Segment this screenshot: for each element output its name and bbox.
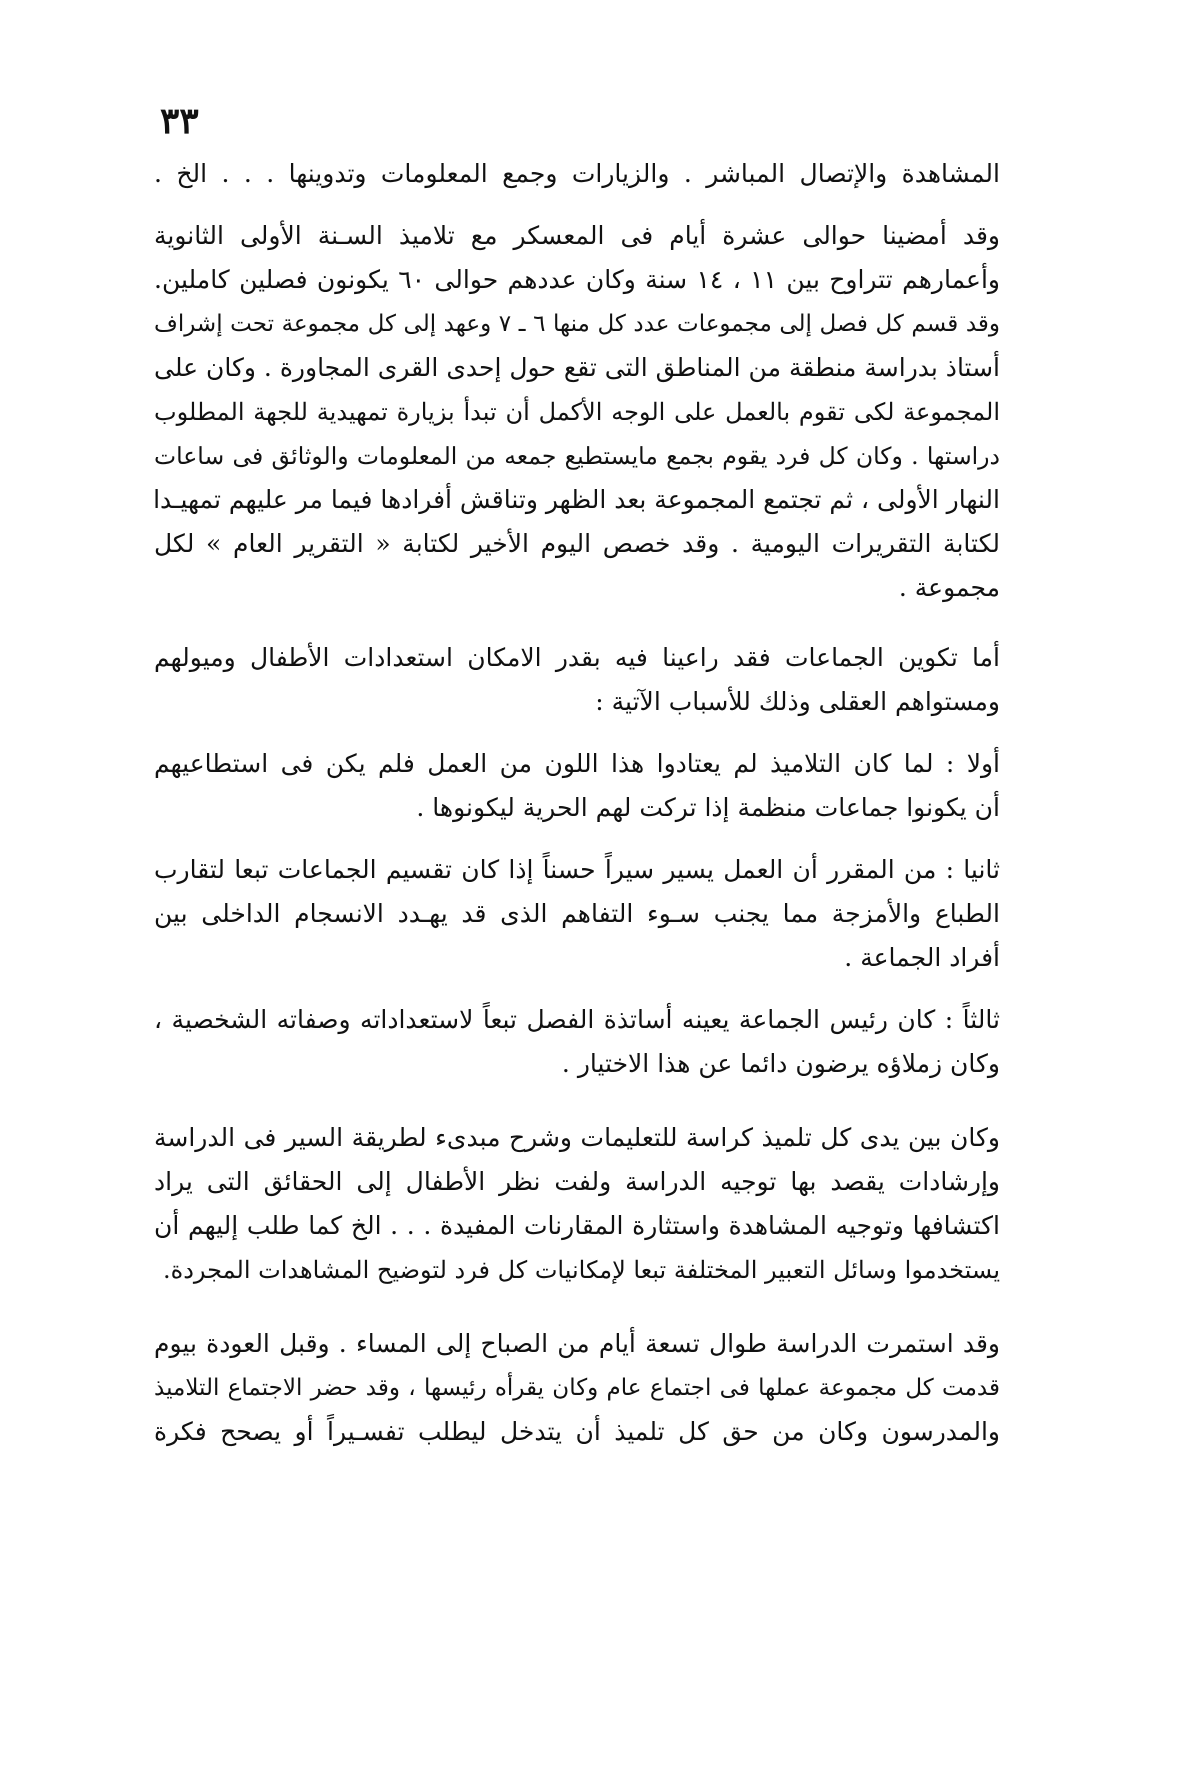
text-line: وكان بين يدى كل تلميذ كراسة للتعليمات وشرح مبدىء لطريقة السير فى الدراسة bbox=[154, 1123, 1000, 1152]
text-line: يستخدموا وسائل التعبير المختلفة تبعا لإمكانيات كل فرد لتوضيح المشاهدات المجردة. bbox=[163, 1256, 1000, 1284]
text-line: دراستها . وكان كل فرد يقوم بجمع مايستطيع جمعه من المعلومات والوثائق فى ساعات bbox=[154, 442, 1000, 470]
text-line: وإرشادات يقصد بها توجيه الدراسة ولفت نظر الأطفال إلى الحقائق التى يراد bbox=[154, 1167, 1000, 1196]
text-line: وكان زملاؤه يرضون دائما عن هذا الاختيار . bbox=[561, 1049, 1000, 1078]
paragraph-gap bbox=[154, 196, 1000, 214]
text-line: قدمت كل مجموعة عملها فى اجتماع عام وكان يقرأه رئيسها ، وقد حضر الاجتماع التلاميذ bbox=[154, 1375, 1000, 1401]
paragraph-reason-first bbox=[154, 742, 1000, 830]
paragraph-instructions bbox=[154, 1116, 1000, 1292]
text-line: مجموعة . bbox=[898, 573, 1000, 602]
text-line: المشاهدة والإتصال المباشر . والزيارات وجمع المعلومات وتدوينها . . . الخ . bbox=[154, 159, 1000, 188]
page-body bbox=[154, 152, 1000, 1454]
text-line: وقد استمرت الدراسة طوال تسعة أيام من الصباح إلى المساء . وقبل العودة بيوم bbox=[154, 1329, 1000, 1358]
paragraph-duration bbox=[154, 1322, 1000, 1454]
text-line: المجموعة لكى تقوم بالعمل على الوجه الأكمل أن تبدأ بزيارة تمهيدية للجهة المطلوب bbox=[154, 398, 1000, 426]
text-line: وقد أمضينا حوالى عشرة أيام فى المعسكر مع تلاميذ السـنة الأولى الثانوية bbox=[154, 221, 1000, 250]
text-line: ثالثاً : كان رئيس الجماعة يعينه أساتذة الفصل تبعاً لاستعداداته وصفاته الشخصية ، bbox=[154, 1005, 1000, 1034]
paragraph-gap bbox=[154, 1086, 1000, 1116]
text-line: ثانيا : من المقرر أن العمل يسير سيراً حسناً إذا كان تقسيم الجماعات تبعا لتقارب bbox=[154, 855, 1000, 884]
text-line: اكتشافها وتوجيه المشاهدة واستثارة المقارنات المفيدة . . . الخ كما طلب إليهم أن bbox=[154, 1211, 1000, 1240]
paragraph-reason-third bbox=[154, 998, 1000, 1086]
text-line: والمدرسون وكان من حق كل تلميذ أن يتدخل ليطلب تفسـيراً أو يصحح فكرة bbox=[154, 1417, 1000, 1446]
paragraph-intro-line bbox=[154, 152, 1000, 196]
text-line: لكتابة التقريرات اليومية . وقد خصص اليوم الأخير لكتابة « التقرير العام » لكل bbox=[154, 529, 1000, 558]
paragraph-gap bbox=[154, 724, 1000, 742]
text-line: ومستواهم العقلى وذلك للأسباب الآتية : bbox=[595, 687, 1000, 716]
text-line: النهار الأولى ، ثم تجتمع المجموعة بعد الظهر وتناقش أفرادها فيما مر عليهم تمهيـدا bbox=[153, 485, 1000, 514]
paragraph-gap bbox=[154, 1292, 1000, 1322]
text-line: أفراد الجماعة . bbox=[844, 943, 1000, 972]
paragraph-camp bbox=[154, 214, 1000, 610]
text-line: أن يكونوا جماعات منظمة إذا تركت لهم الحرية ليكونوها . bbox=[416, 793, 1000, 822]
text-line: الطباع والأمزجة مما يجنب سـوء التفاهم الذى قد يهـدد الانسجام الداخلى بين bbox=[154, 899, 1000, 928]
text-line: وقد قسم كل فصل إلى مجموعات عدد كل منها ٦ ـ ٧ وعهد إلى كل مجموعة تحت إشراف bbox=[154, 311, 1000, 337]
paragraph-gap bbox=[154, 980, 1000, 998]
page-number: ٣٣ bbox=[160, 100, 199, 142]
paragraph-groups bbox=[154, 636, 1000, 724]
text-line: أستاذ بدراسة منطقة من المناطق التى تقع حول إحدى القرى المجاورة . وكان على bbox=[154, 353, 1000, 382]
paragraph-gap bbox=[154, 830, 1000, 848]
text-line: أولا : لما كان التلاميذ لم يعتادوا هذا اللون من العمل فلم يكن فى استطاعيهم bbox=[154, 749, 1000, 778]
text-line: وأعمارهم تتراوح بين ١١ ، ١٤ سنة وكان عددهم حوالى ٦٠ يكونون فصلين كاملين. bbox=[154, 265, 1000, 294]
paragraph-reason-second bbox=[154, 848, 1000, 980]
paragraph-gap bbox=[154, 610, 1000, 636]
text-line: أما تكوين الجماعات فقد راعينا فيه بقدر الامكان استعدادات الأطفال وميولهم bbox=[154, 643, 1000, 672]
